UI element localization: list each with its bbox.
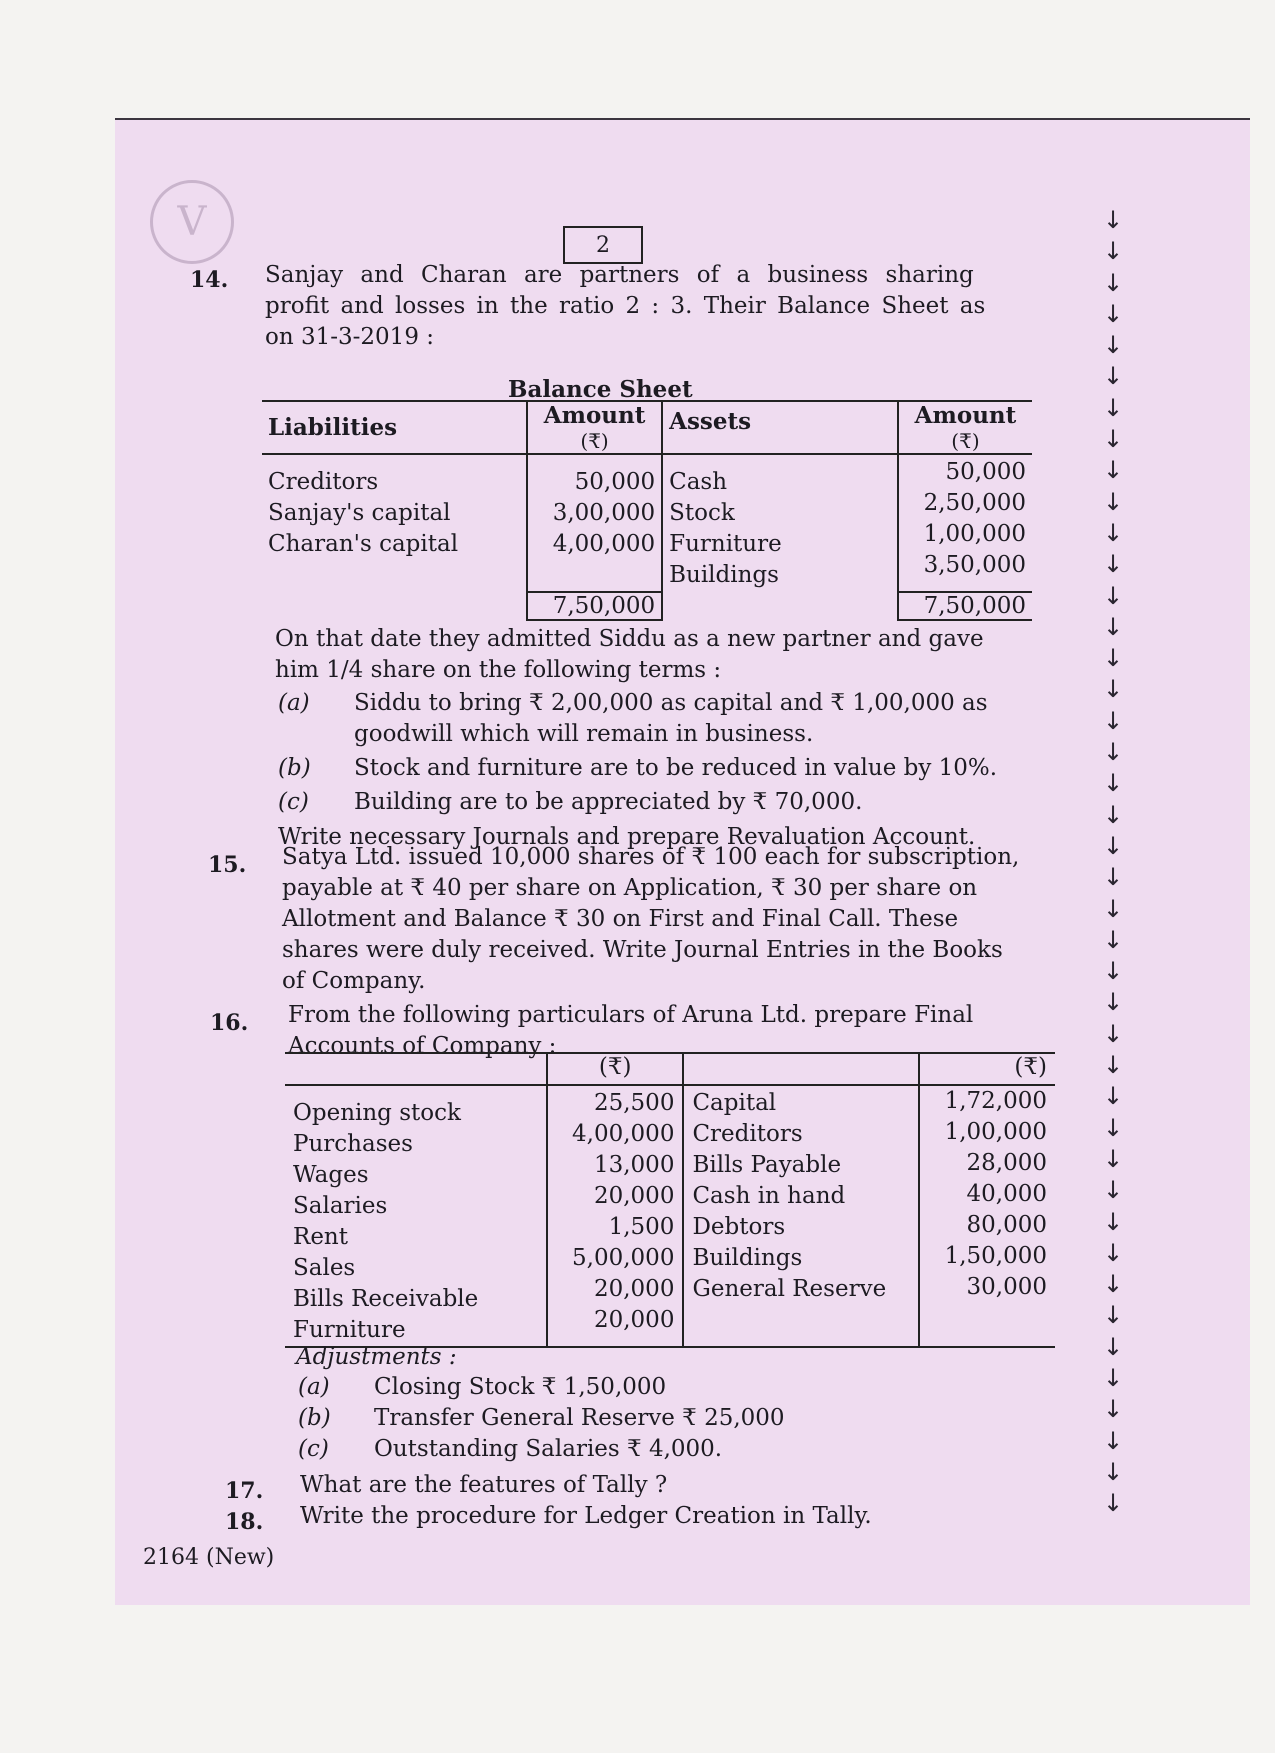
total-assets: 7,50,000 [898, 592, 1032, 620]
arrow-down-icon: ↓ [1102, 644, 1124, 673]
debit-item: Sales [293, 1255, 356, 1281]
seal-watermark: V [150, 180, 234, 264]
q17-text: What are the features of Tally ? [300, 1472, 668, 1498]
arrow-down-icon: ↓ [1102, 1426, 1124, 1455]
arrow-down-icon: ↓ [1102, 268, 1124, 297]
col-amount-2-unit: (₹) [951, 429, 980, 453]
arrow-down-icon: ↓ [1102, 1489, 1124, 1518]
arrow-down-icon: ↓ [1102, 1270, 1124, 1299]
margin-arrows [1096, 205, 1130, 1519]
credit-amount: 1,50,000 [944, 1243, 1047, 1269]
term-label: (a) [278, 690, 310, 716]
adjustment-text: Outstanding Salaries ₹ 4,000. [374, 1436, 723, 1462]
arrow-down-icon: ↓ [1102, 1176, 1124, 1205]
q14-closing: Write necessary Journals and prepare Revaluation Account. [278, 824, 976, 850]
arrow-down-icon: ↓ [1102, 1019, 1124, 1048]
asset-amount: 3,50,000 [923, 552, 1026, 578]
arrow-down-icon: ↓ [1102, 518, 1124, 547]
total-liabilities: 7,50,000 [527, 592, 662, 620]
debit-item: Wages [293, 1162, 369, 1188]
arrow-down-icon: ↓ [1102, 988, 1124, 1017]
debit-amount: 13,000 [593, 1152, 675, 1178]
debit-amount: 20,000 [593, 1183, 675, 1209]
adjustment-b [298, 1403, 998, 1434]
credit-item: Bills Payable [692, 1152, 842, 1178]
debit-items [285, 1085, 547, 1347]
liability-item: Charan's capital [268, 531, 459, 557]
term-a-line-2: goodwill which will remain in business. [354, 721, 814, 747]
q15-line: Satya Ltd. issued 10,000 shares of ₹ 100 each for subscription, [282, 844, 1020, 870]
arrow-down-icon: ↓ [1102, 331, 1124, 360]
adjustment-c [298, 1434, 998, 1465]
arrow-down-icon: ↓ [1102, 738, 1124, 767]
term-a-line-1: Siddu to bring ₹ 2,00,000 as capital and ₹ 1,00,000 as [354, 690, 988, 716]
credit-item: Cash in hand [692, 1183, 846, 1209]
asset-item: Stock [669, 500, 735, 526]
q15-number: 15. [208, 852, 247, 878]
arrow-down-icon: ↓ [1102, 1301, 1124, 1330]
credit-items [683, 1085, 919, 1347]
q14-number: 14. [190, 267, 229, 293]
credit-amount: 1,00,000 [944, 1119, 1047, 1145]
liability-amount: 50,000 [574, 469, 656, 495]
arrow-down-icon: ↓ [1102, 550, 1124, 579]
liabilities-list [262, 454, 527, 592]
liability-amount: 4,00,000 [552, 531, 656, 557]
q14-after-line-2: him 1/4 share on the following terms : [275, 657, 722, 683]
arrow-down-icon: ↓ [1102, 299, 1124, 328]
arrow-down-icon: ↓ [1102, 1363, 1124, 1392]
final-accounts-table [285, 1052, 1055, 1348]
balance-sheet-title: Balance Sheet [508, 376, 693, 403]
unit-header-2: (₹) [919, 1053, 1055, 1085]
liability-amounts [527, 454, 662, 592]
liability-amount: 3,00,000 [552, 500, 656, 526]
credit-amounts [919, 1085, 1055, 1347]
asset-amounts [898, 454, 1032, 592]
q14-text [265, 260, 1025, 353]
asset-amount: 2,50,000 [923, 490, 1026, 516]
arrow-down-icon: ↓ [1102, 863, 1124, 892]
arrow-down-icon: ↓ [1102, 1395, 1124, 1424]
arrow-down-icon: ↓ [1102, 612, 1124, 641]
q16-line: From the following particulars of Aruna Ltd. prepare Final [288, 1002, 974, 1028]
arrow-down-icon: ↓ [1102, 206, 1124, 234]
q16-number: 16. [210, 1010, 249, 1036]
q14-line-2: profit and losses in the ratio 2 : 3. Their Balance Sheet as [265, 293, 986, 319]
debit-amount: 20,000 [593, 1307, 675, 1333]
adjustment-a [298, 1372, 998, 1403]
credit-item: Debtors [692, 1214, 786, 1240]
debit-item: Furniture [293, 1317, 406, 1343]
q14-terms [278, 688, 1038, 853]
adjustment-label: (a) [298, 1374, 330, 1400]
credit-item: Capital [692, 1090, 777, 1116]
q17-number: 17. [225, 1478, 264, 1504]
arrow-down-icon: ↓ [1102, 1113, 1124, 1142]
debit-item: Rent [293, 1224, 348, 1250]
term-a [278, 688, 1038, 750]
credit-item: General Reserve [692, 1276, 887, 1302]
arrow-down-icon: ↓ [1102, 675, 1124, 704]
arrow-down-icon: ↓ [1102, 1082, 1124, 1111]
q14-line-1: Sanjay and Charan are partners of a business sharing [265, 262, 974, 288]
credit-amount: 28,000 [966, 1150, 1047, 1176]
arrow-down-icon: ↓ [1102, 581, 1124, 610]
debit-amount: 5,00,000 [572, 1245, 675, 1271]
arrow-down-icon: ↓ [1102, 1457, 1124, 1486]
unit-header-1: (₹) [547, 1053, 684, 1085]
credit-amount: 30,000 [966, 1274, 1047, 1300]
adjustments-title: Adjustments : [296, 1344, 457, 1370]
credit-amount: 80,000 [966, 1212, 1047, 1238]
arrow-down-icon: ↓ [1102, 706, 1124, 735]
arrow-down-icon: ↓ [1102, 925, 1124, 954]
debit-amounts [547, 1085, 684, 1347]
q15-line: Allotment and Balance ₹ 30 on First and Final Call. These [282, 906, 959, 932]
q18-number: 18. [225, 1509, 264, 1535]
term-label: (c) [278, 789, 309, 815]
credit-amount: 40,000 [966, 1181, 1047, 1207]
asset-amount: 1,00,000 [923, 521, 1026, 547]
arrow-down-icon: ↓ [1102, 800, 1124, 829]
debit-amount: 4,00,000 [572, 1121, 675, 1147]
q15-text [282, 842, 1042, 997]
arrow-down-icon: ↓ [1102, 831, 1124, 860]
q14-admission-text [275, 624, 1035, 686]
liability-item: Creditors [268, 469, 379, 495]
debit-amount: 25,500 [593, 1090, 675, 1116]
credit-amount: 1,72,000 [944, 1088, 1047, 1114]
arrow-down-icon: ↓ [1102, 362, 1124, 391]
page-number: 2 [563, 226, 643, 264]
asset-item: Furniture [669, 531, 782, 557]
debit-amount: 20,000 [593, 1276, 675, 1302]
q15-line: of Company. [282, 968, 426, 994]
asset-amount: 50,000 [945, 459, 1026, 485]
q15-line: shares were duly received. Write Journal Entries in the Books [282, 937, 1003, 963]
adjustment-label: (c) [298, 1436, 329, 1462]
col-assets: Assets [662, 401, 898, 454]
assets-list [662, 454, 898, 592]
col-amount-1-label: Amount [543, 402, 646, 429]
debit-item: Salaries [293, 1193, 388, 1219]
arrow-down-icon: ↓ [1102, 1332, 1124, 1361]
q16-line: Accounts of Company : [288, 1033, 557, 1059]
liability-item: Sanjay's capital [268, 500, 451, 526]
arrow-down-icon: ↓ [1102, 957, 1124, 986]
paper-code-footer: 2164 (New) [143, 1545, 275, 1570]
arrow-down-icon: ↓ [1102, 456, 1124, 485]
col-amount-1-unit: (₹) [580, 429, 609, 453]
q18-text: Write the procedure for Ledger Creation in Tally. [300, 1503, 872, 1529]
arrow-down-icon: ↓ [1102, 425, 1124, 454]
term-c [278, 787, 1038, 818]
col-amount-2-label: Amount [914, 402, 1017, 429]
adjustment-label: (b) [298, 1405, 331, 1431]
asset-item: Buildings [669, 562, 779, 588]
debit-amount: 1,500 [608, 1214, 675, 1240]
arrow-down-icon: ↓ [1102, 487, 1124, 516]
arrow-down-icon: ↓ [1102, 237, 1124, 266]
q14-line-3: on 31-3-2019 : [265, 324, 435, 350]
debit-item: Purchases [293, 1131, 413, 1157]
col-amount-2 [898, 401, 1032, 454]
balance-sheet-table [262, 400, 1032, 621]
adjustment-text: Transfer General Reserve ₹ 25,000 [374, 1405, 785, 1431]
debit-item: Opening stock [293, 1100, 461, 1126]
credit-item: Buildings [692, 1245, 803, 1271]
arrow-down-icon: ↓ [1102, 894, 1124, 923]
adjustments-list [298, 1372, 998, 1465]
debit-item: Bills Receivable [293, 1286, 479, 1312]
arrow-down-icon: ↓ [1102, 393, 1124, 422]
q15-line: payable at ₹ 40 per share on Application, ₹ 30 per share on [282, 875, 978, 901]
term-b-text: Stock and furniture are to be reduced in value by 10%. [354, 755, 998, 781]
q14-after-line-1: On that date they admitted Siddu as a new partner and gave [275, 626, 984, 652]
arrow-down-icon: ↓ [1102, 1238, 1124, 1267]
term-label: (b) [278, 755, 311, 781]
term-c-text: Building are to be appreciated by ₹ 70,000. [354, 789, 863, 815]
arrow-down-icon: ↓ [1102, 1207, 1124, 1236]
arrow-down-icon: ↓ [1102, 1051, 1124, 1080]
asset-item: Cash [669, 469, 728, 495]
arrow-down-icon: ↓ [1102, 769, 1124, 798]
adjustment-text: Closing Stock ₹ 1,50,000 [374, 1374, 667, 1400]
arrow-down-icon: ↓ [1102, 1144, 1124, 1173]
credit-item: Creditors [692, 1121, 803, 1147]
term-text [354, 688, 988, 750]
col-liabilities: Liabilities [262, 401, 527, 454]
term-b [278, 753, 1038, 784]
col-amount-1 [527, 401, 662, 454]
